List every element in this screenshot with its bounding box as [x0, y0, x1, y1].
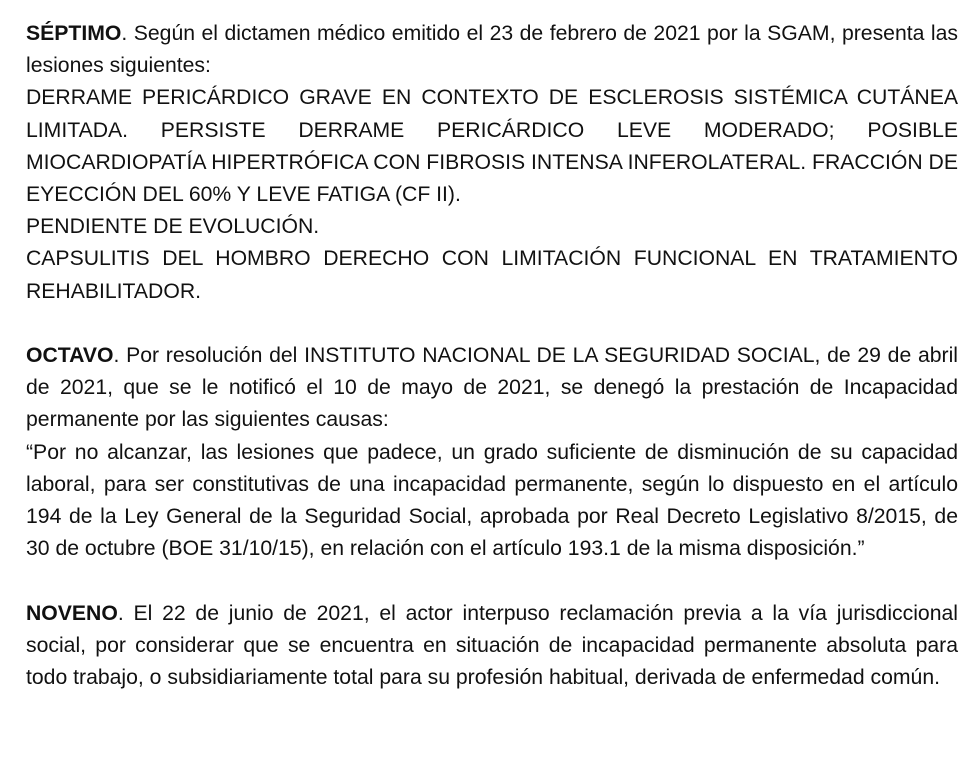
document-page: [26, 18, 958, 694]
section-octavo: [26, 340, 958, 565]
septimo-intro-paragraph: [26, 18, 958, 82]
septimo-diagnosis-cardiac: DERRAME PERICÁRDICO GRAVE EN CONTEXTO DE ESCLEROSIS SISTÉMICA CUTÁNEA LIMITADA. PERSISTE DERRAME PERICÁRDICO LEVE MODERADO; POSIBLE MIOCARDIOPATÍA HIPERTRÓFICA CON FIBROSIS INTENSA INFEROLATERAL. FRACCIÓN DE EYECCIÓN DEL 60% Y LEVE FATIGA (CF II).: [26, 86, 958, 207]
octavo-heading: OCTAVO: [26, 344, 114, 368]
noveno-heading: NOVENO: [26, 601, 118, 625]
septimo-intro-text: . Según el dictamen médico emitido el 23 de febrero de 2021 por la SGAM, presenta las lesiones siguientes:: [26, 22, 958, 78]
septimo-diagnosis-shoulder: CAPSULITIS DEL HOMBRO DERECHO CON LIMITACIÓN FUNCIONAL EN TRATAMIENTO REHABILITADOR.: [26, 247, 958, 303]
noveno-text: . El 22 de junio de 2021, el actor interpuso reclamación previa a la vía jurisdiccional social, por considerar que se encuentra en situación de incapacidad permanente absoluta para todo trabajo, o subsidiariamente total para su profesión habitual, derivada de enfermedad común.: [26, 601, 958, 690]
septimo-diagnosis-pending: PENDIENTE DE EVOLUCIÓN.: [26, 215, 320, 239]
septimo-heading: SÉPTIMO: [26, 22, 122, 45]
section-septimo: [26, 18, 958, 308]
section-noveno: [26, 598, 958, 695]
noveno-paragraph: [26, 598, 958, 695]
octavo-quoted-resolution: “Por no alcanzar, las lesiones que padece, un grado suficiente de disminución de su capacidad laboral, para ser constitutivas de una incapacidad permanente, según lo dispuesto en el artículo 194 de la Ley General de la Seguridad Social, aprobada por Real Decreto Legislativo 8/2015, de 30 de octubre (BOE 31/10/15), en relación con el artículo 193.1 de la misma disposición.”: [26, 440, 958, 561]
octavo-intro-text: . Por resolución del INSTITUTO NACIONAL DE LA SEGURIDAD SOCIAL, de 29 de abril de 2021, que se le notificó el 10 de mayo de 2021, se denegó la prestación de Incapacidad permanente por las siguientes causas:: [26, 344, 958, 432]
octavo-intro-paragraph: [26, 340, 958, 437]
